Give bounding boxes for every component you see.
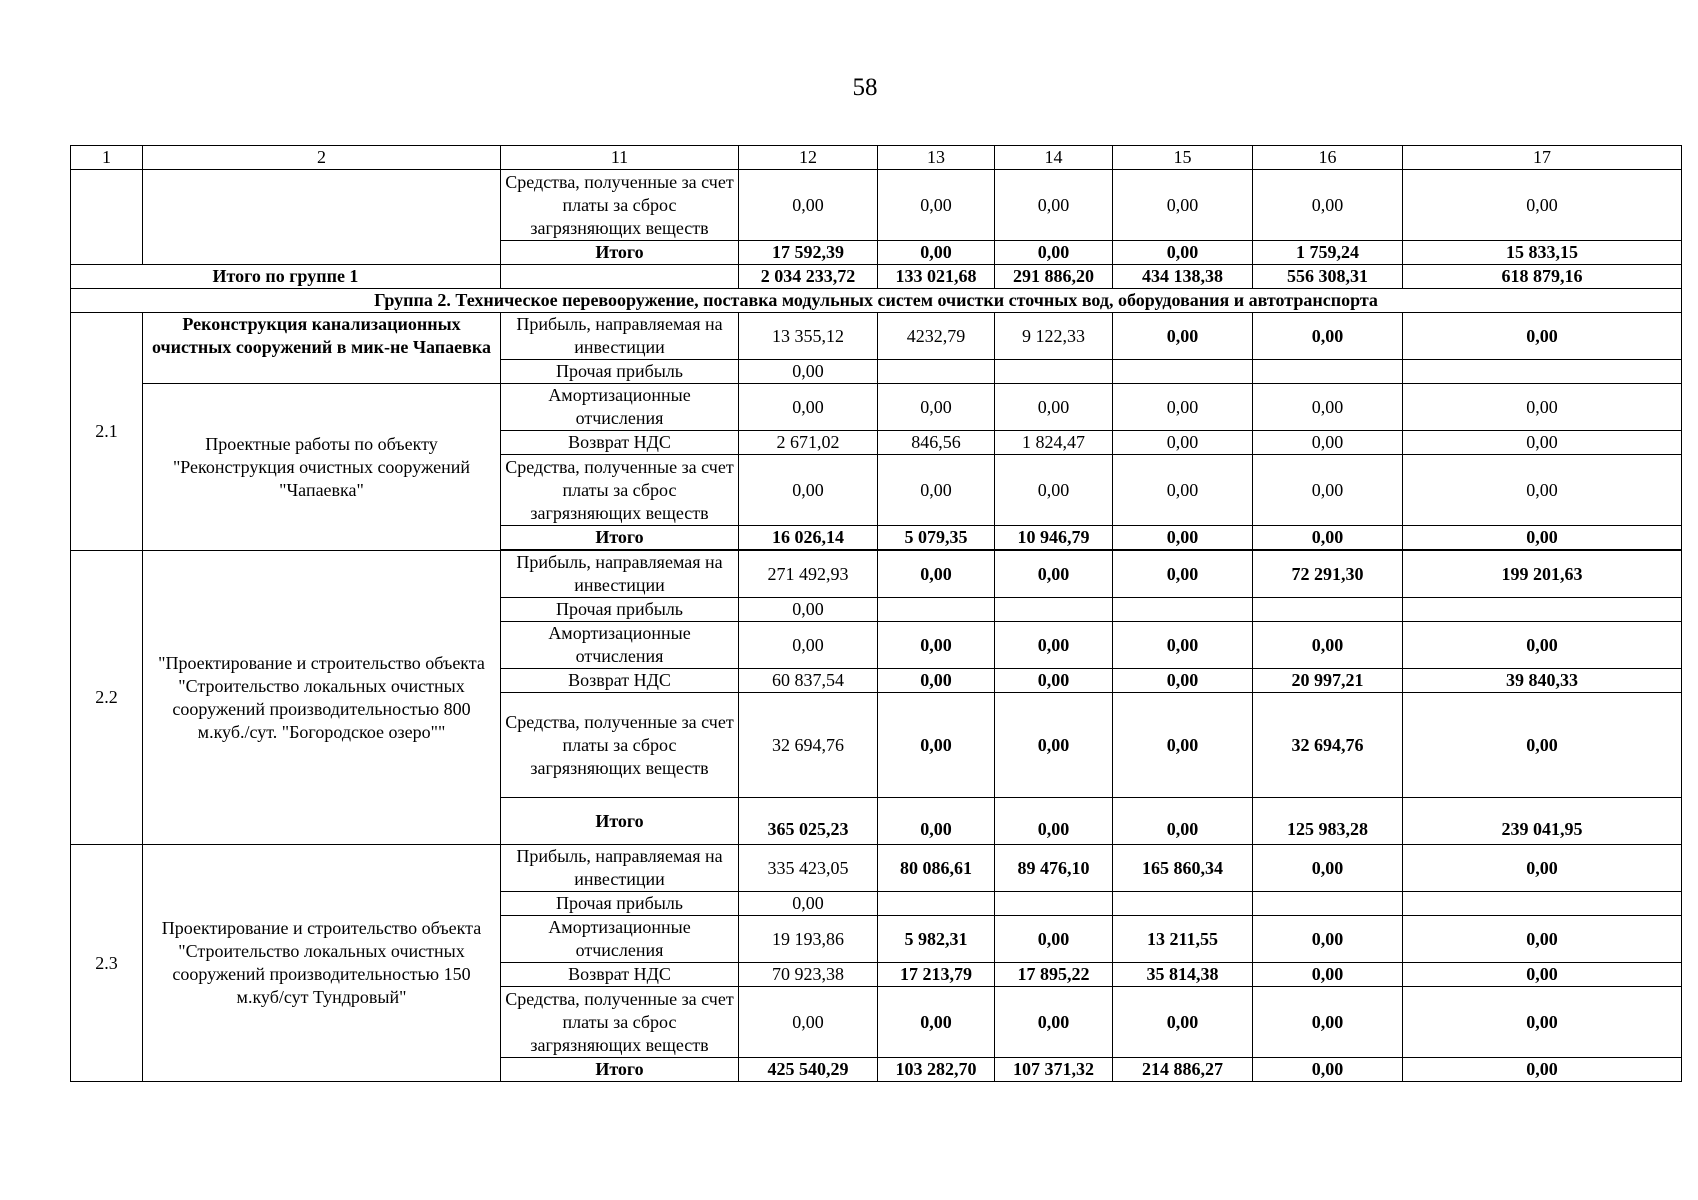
value-cell: 199 201,63 (1403, 551, 1682, 598)
value-cell: 2 034 233,72 (739, 265, 878, 289)
value-cell: 1 759,24 (1253, 241, 1403, 265)
source-label: Средства, полученные за счет платы за сброс загрязняющих веществ (501, 987, 739, 1058)
value-cell: 0,00 (739, 170, 878, 241)
empty-cell (1403, 360, 1682, 384)
value-cell: 2 671,02 (739, 431, 878, 455)
source-label: Амортизационные отчисления (501, 622, 739, 669)
value-cell: 0,00 (1253, 987, 1403, 1058)
value-cell: 365 025,23 (739, 798, 878, 845)
value-cell: 0,00 (878, 693, 995, 798)
value-cell: 0,00 (878, 551, 995, 598)
value-cell: 0,00 (1253, 963, 1403, 987)
value-cell: 0,00 (1403, 431, 1682, 455)
value-cell: 5 982,31 (878, 916, 995, 963)
value-cell: 0,00 (995, 622, 1113, 669)
value-cell: 335 423,05 (739, 845, 878, 892)
value-cell: 0,00 (1113, 431, 1253, 455)
value-cell: 0,00 (878, 241, 995, 265)
value-cell: 133 021,68 (878, 265, 995, 289)
empty-cell (1403, 892, 1682, 916)
section-number: 2.3 (71, 845, 143, 1082)
col-header: 1 (71, 146, 143, 170)
empty-cell (1253, 892, 1403, 916)
value-cell: 0,00 (1113, 798, 1253, 845)
value-cell: 0,00 (1113, 241, 1253, 265)
value-cell: 1 824,47 (995, 431, 1113, 455)
value-cell: 165 860,34 (1113, 845, 1253, 892)
value-cell: 0,00 (739, 360, 878, 384)
value-cell: 0,00 (1113, 526, 1253, 550)
value-cell: 0,00 (739, 384, 878, 431)
value-cell: 0,00 (739, 987, 878, 1058)
value-cell: 9 122,33 (995, 313, 1113, 360)
value-cell: 0,00 (1113, 669, 1253, 693)
col-header: 11 (501, 146, 739, 170)
source-label: Прочая прибыль (501, 598, 739, 622)
empty-cell (995, 598, 1113, 622)
value-cell: 80 086,61 (878, 845, 995, 892)
value-cell: 0,00 (995, 170, 1113, 241)
value-cell: 0,00 (739, 892, 878, 916)
section-number: 2.2 (71, 551, 143, 845)
group-total-label: Итого по группе 1 (71, 265, 501, 289)
value-cell: 0,00 (739, 598, 878, 622)
value-cell: 125 983,28 (1253, 798, 1403, 845)
value-cell: 0,00 (878, 384, 995, 431)
value-cell: 17 895,22 (995, 963, 1113, 987)
source-label: Прочая прибыль (501, 892, 739, 916)
value-cell: 0,00 (1403, 916, 1682, 963)
value-cell: 0,00 (878, 987, 995, 1058)
table-row (71, 845, 1682, 892)
source-label: Прибыль, направляемая на инвестиции (501, 551, 739, 598)
value-cell: 846,56 (878, 431, 995, 455)
value-cell: 434 138,38 (1113, 265, 1253, 289)
source-label: Возврат НДС (501, 963, 739, 987)
value-cell: 0,00 (995, 241, 1113, 265)
value-cell: 0,00 (995, 384, 1113, 431)
value-cell: 0,00 (878, 669, 995, 693)
value-cell: 17 592,39 (739, 241, 878, 265)
total-label: Итого (501, 241, 739, 265)
empty-cell (1403, 598, 1682, 622)
empty-cell (1113, 598, 1253, 622)
value-cell: 0,00 (1253, 313, 1403, 360)
col-header: 15 (1113, 146, 1253, 170)
value-cell: 271 492,93 (739, 551, 878, 598)
source-label: Средства, полученные за счет платы за сброс загрязняющих веществ (501, 693, 739, 798)
value-cell: 0,00 (739, 455, 878, 526)
value-cell: 425 540,29 (739, 1058, 878, 1082)
value-cell: 291 886,20 (995, 265, 1113, 289)
value-cell: 17 213,79 (878, 963, 995, 987)
cell-name (143, 170, 501, 265)
value-cell: 19 193,86 (739, 916, 878, 963)
value-cell: 0,00 (1253, 455, 1403, 526)
value-cell: 0,00 (878, 455, 995, 526)
empty-cell (1113, 360, 1253, 384)
value-cell: 10 946,79 (995, 526, 1113, 550)
empty-cell (1253, 360, 1403, 384)
value-cell: 0,00 (1403, 170, 1682, 241)
cell-num (71, 170, 143, 265)
empty-cell (501, 265, 739, 289)
value-cell: 618 879,16 (1403, 265, 1682, 289)
table-row (71, 313, 1682, 360)
value-cell: 15 833,15 (1403, 241, 1682, 265)
empty-cell (1113, 892, 1253, 916)
value-cell: 0,00 (1403, 313, 1682, 360)
value-cell: 35 814,38 (1113, 963, 1253, 987)
empty-cell (878, 360, 995, 384)
value-cell: 0,00 (878, 170, 995, 241)
value-cell: 0,00 (1403, 622, 1682, 669)
section-name: Проектирование и строительство объекта "Строительство локальных очистных сооружений производительностью 150 м.куб/сут Тундровый" (143, 845, 501, 1082)
value-cell: 39 840,33 (1403, 669, 1682, 693)
value-cell: 32 694,76 (739, 693, 878, 798)
value-cell: 556 308,31 (1253, 265, 1403, 289)
section-name: "Проектирование и строительство объекта "Строительство локальных очистных сооружений производительностью 800 м.куб./сут. "Богородское озеро"" (143, 551, 501, 845)
value-cell: 0,00 (1113, 313, 1253, 360)
value-cell: 0,00 (1113, 987, 1253, 1058)
value-cell: 32 694,76 (1253, 693, 1403, 798)
value-cell: 70 923,38 (739, 963, 878, 987)
source-label: Амортизационные отчисления (501, 384, 739, 431)
value-cell: 0,00 (1403, 526, 1682, 550)
value-cell: 0,00 (995, 669, 1113, 693)
value-cell: 107 371,32 (995, 1058, 1113, 1082)
page-number: 58 (852, 74, 878, 101)
section-name: Реконструкция канализационных очистных сооружений в мик-не Чапаевка (143, 313, 501, 384)
section-number: 2.1 (71, 313, 143, 551)
value-cell: 0,00 (1253, 845, 1403, 892)
col-header: 2 (143, 146, 501, 170)
value-cell: 60 837,54 (739, 669, 878, 693)
table-row (71, 170, 1682, 241)
value-cell: 0,00 (1403, 987, 1682, 1058)
source-label: Возврат НДС (501, 669, 739, 693)
value-cell: 0,00 (1403, 963, 1682, 987)
source-label: Возврат НДС (501, 431, 739, 455)
col-header: 16 (1253, 146, 1403, 170)
table-row (71, 551, 1682, 598)
value-cell: 0,00 (995, 916, 1113, 963)
value-cell: 72 291,30 (1253, 551, 1403, 598)
value-cell: 0,00 (1403, 384, 1682, 431)
col-header: 14 (995, 146, 1113, 170)
value-cell: 0,00 (1253, 170, 1403, 241)
value-cell: 0,00 (995, 551, 1113, 598)
value-cell: 0,00 (1253, 1058, 1403, 1082)
value-cell: 0,00 (1113, 551, 1253, 598)
value-cell: 0,00 (1253, 622, 1403, 669)
investment-table (70, 145, 1682, 1082)
value-cell: 16 026,14 (739, 526, 878, 550)
source-label: Средства, полученные за счет платы за сброс загрязняющих веществ (501, 455, 739, 526)
value-cell: 0,00 (1403, 845, 1682, 892)
value-cell: 0,00 (1253, 526, 1403, 550)
source-label: Амортизационные отчисления (501, 916, 739, 963)
value-cell: 4232,79 (878, 313, 995, 360)
value-cell: 13 211,55 (1113, 916, 1253, 963)
value-cell: 89 476,10 (995, 845, 1113, 892)
col-header: 12 (739, 146, 878, 170)
col-header: 13 (878, 146, 995, 170)
total-label: Итого (501, 526, 739, 550)
col-header: 17 (1403, 146, 1682, 170)
value-cell: 20 997,21 (1253, 669, 1403, 693)
value-cell: 0,00 (739, 622, 878, 669)
empty-cell (1253, 598, 1403, 622)
group-title-row (71, 289, 1682, 313)
value-cell: 0,00 (995, 798, 1113, 845)
value-cell: 0,00 (1253, 384, 1403, 431)
source-label: Прибыль, направляемая на инвестиции (501, 845, 739, 892)
value-cell: 239 041,95 (1403, 798, 1682, 845)
value-cell: 0,00 (1113, 693, 1253, 798)
value-cell: 0,00 (1403, 693, 1682, 798)
value-cell: 0,00 (995, 987, 1113, 1058)
value-cell: 0,00 (878, 798, 995, 845)
section-description: Проектные работы по объекту "Реконструкция очистных сооружений "Чапаевка" (143, 384, 501, 551)
group-total-row (71, 265, 1682, 289)
value-cell: 0,00 (1403, 1058, 1682, 1082)
value-cell: 0,00 (995, 455, 1113, 526)
group-title: Группа 2. Техническое перевооружение, поставка модульных систем очистки сточных вод, оборудования и автотранспорта (71, 289, 1682, 313)
value-cell: 0,00 (1403, 455, 1682, 526)
value-cell: 0,00 (1113, 384, 1253, 431)
value-cell: 5 079,35 (878, 526, 995, 550)
value-cell: 13 355,12 (739, 313, 878, 360)
value-cell: 0,00 (878, 622, 995, 669)
empty-cell (995, 360, 1113, 384)
total-label: Итого (501, 798, 739, 845)
empty-cell (878, 892, 995, 916)
table-row (71, 384, 1682, 431)
value-cell: 103 282,70 (878, 1058, 995, 1082)
value-cell: 0,00 (1253, 916, 1403, 963)
value-cell: 214 886,27 (1113, 1058, 1253, 1082)
value-cell: 0,00 (995, 693, 1113, 798)
total-label: Итого (501, 1058, 739, 1082)
source-label: Средства, полученные за счет платы за сброс загрязняющих веществ (501, 170, 739, 241)
value-cell: 0,00 (1253, 431, 1403, 455)
source-label: Прибыль, направляемая на инвестиции (501, 313, 739, 360)
header-row (71, 146, 1682, 170)
value-cell: 0,00 (1113, 170, 1253, 241)
source-label: Прочая прибыль (501, 360, 739, 384)
empty-cell (878, 598, 995, 622)
empty-cell (995, 892, 1113, 916)
value-cell: 0,00 (1113, 622, 1253, 669)
value-cell: 0,00 (1113, 455, 1253, 526)
